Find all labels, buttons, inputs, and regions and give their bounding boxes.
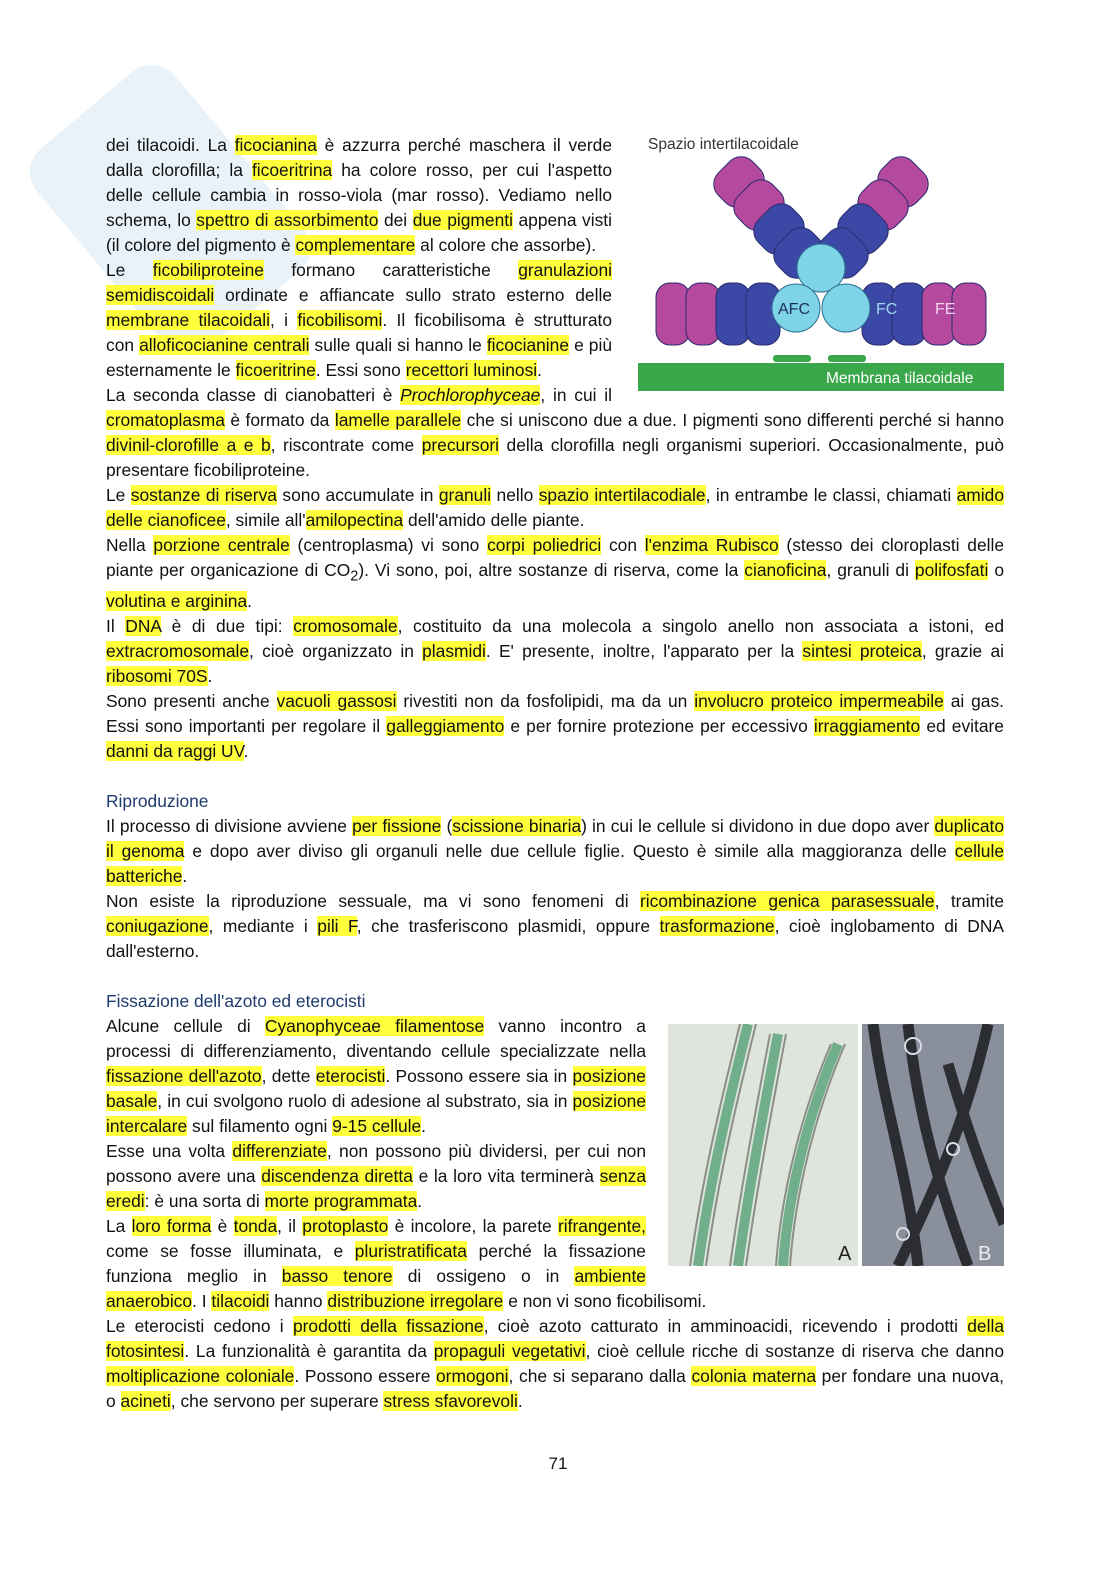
- paragraph-8: Il processo di divisione avviene per fissione (scissione binaria) in cui le cellule si dividono in due dopo aver duplicato il genoma e dopo aver diviso gli organuli nelle due cellule figlie. Questo è simile alla maggioranza delle cellule batteriche.: [106, 816, 1005, 887]
- paragraph-1: dei tilacoidi. La ficocianina è azzurra perché maschera il verde dalla clorofilla; la ficoeritrina ha colore rosso, per cui l'aspetto delle cellule cambia in rosso-viola (mar rosso). Vediamo nello schema, lo spettro di assorbimento dei due pigmenti appena visti (il colore del pigmento è complementare al colore che assorbe).: [106, 135, 612, 255]
- label-b: B: [978, 1243, 992, 1266]
- paragraph-6: Il DNA è di due tipi: cromosomale, costituito da una molecola a singolo anello non associata a istoni, ed extracromosomale, cioè organizzato in plasmidi. E' presente, inoltre, l'apparato per la sintesi proteica, grazie ai ribosomi 70S.: [106, 616, 1005, 687]
- paragraph-11: Esse una volta differenziate, non possono più dividersi, per cui non possono avere una discendenza diretta e la loro vita terminerà senza eredi: è una sorta di morte programmata.: [106, 1141, 646, 1212]
- label-fc: FC: [876, 301, 898, 318]
- paragraph-9: Non esiste la riproduzione sessuale, ma vi sono fenomeni di ricombinazione genica parasessuale, tramite coniugazione, mediante i pili F, che trasferiscono plasmidi, oppure trasformazione, cioè inglobamento di DNA dall'esterno.: [106, 891, 1005, 962]
- paragraph-7: Sono presenti anche vacuoli gassosi rivestiti non da fosfolipidi, ma da un involucro proteico impermeabile ai gas. Essi sono importanti per regolare il galleggiamento e per fornire protezione per eccessivo irraggiamento ed evitare danni da raggi UV.: [106, 691, 1004, 762]
- label-a: A: [838, 1243, 852, 1266]
- phycobilisome-diagram: [638, 133, 1004, 391]
- paragraph-12: La loro forma è tonda, il protoplasto è incolore, la parete rifrangente, come se fosse illuminata, e pluristratificata perché la fissazione funziona meglio in basso tenore di ossigeno o in ambiente anaerobico. I tilacoidi hanno distribuzione irregolare e non vi sono ficobilisomi.: [106, 1216, 707, 1312]
- paragraph-5: Nella porzione centrale (centroplasma) vi sono corpi poliedrici con l'enzima Rubisco (stesso dei cloroplasti delle piante per organicazione di $CO_2$). Vi sono, poi, altre sostanze di riserva, come la cianoficina, granuli di polifosfati o volutina e arginina.: [106, 535, 1005, 612]
- heading-fissazione-azoto: Fissazione dell'azoto ed eterocisti: [106, 991, 366, 1012]
- paragraph-10: Alcune cellule di Cyanophyceae filamentose vanno incontro a processi di differenziamento, diventando cellule specializzate nella fissazione dell'azoto, dette eterocisti. Possono essere sia in posizione basale, in cui svolgono ruolo di adesione al substrato, sia in posizione intercalare sul filamento ogni 9-15 cellule.: [106, 1016, 646, 1137]
- document-body: [106, 133, 1004, 1414]
- label-membrana-tilacoidale: Membrana tilacoidale: [826, 370, 974, 387]
- label-spazio-intertilacoidale: Spazio intertilacoidale: [648, 136, 799, 153]
- paragraph-3: La seconda classe di cianobatteri è Prochlorophyceae, in cui il cromatoplasma è formato da lamelle parallele che si uniscono due a due. I pigmenti sono differenti perché si hanno divinil-clorofille a e b, riscontrate come precursori della clorofilla negli organismi superiori. Occasionalmente, può presentare ficobiliproteine.: [106, 385, 1004, 480]
- linker-bar-left: [773, 355, 811, 362]
- paragraph-2: Le ficobiliproteine formano caratteristiche granulazioni semidiscoidali ordinate e affiancate sullo strato esterno delle membrane tilacoidali, i ficobilisomi. Il ficobilisoma è strutturato con alloficocianine centrali sulle quali si hanno le ficocianine e più esternamente le ficoeritrine. Essi sono recettori luminosi.: [106, 260, 613, 380]
- heading-riproduzione: Riproduzione: [106, 791, 209, 812]
- paragraph-4: Le sostanze di riserva sono accumulate in granuli nello spazio intertilacodiale, in entrambe le classi, chiamati amido delle cianoficee, simile all'amilopectina dell'amido delle piante.: [106, 485, 1004, 530]
- page-number: 71: [548, 1454, 568, 1473]
- label-afc: AFC: [778, 301, 810, 318]
- heterocyst-micrographs: [668, 1024, 1004, 1266]
- paragraph-13: Le eterocisti cedono i prodotti della fissazione, cioè azoto catturato in amminoacidi, ricevendo i prodotti della fotosintesi. La funzionalità è garantita da propaguli vegetativi, cioè cellule ricche di sostanze di riserva che danno moltiplicazione coloniale. Possono essere ormogoni, che si separano dalla colonia materna per fondare una nuova, o acineti, che servono per superare stress sfavorevoli.: [106, 1316, 1005, 1412]
- linker-bar-right: [828, 355, 866, 362]
- label-fe: FE: [935, 301, 956, 318]
